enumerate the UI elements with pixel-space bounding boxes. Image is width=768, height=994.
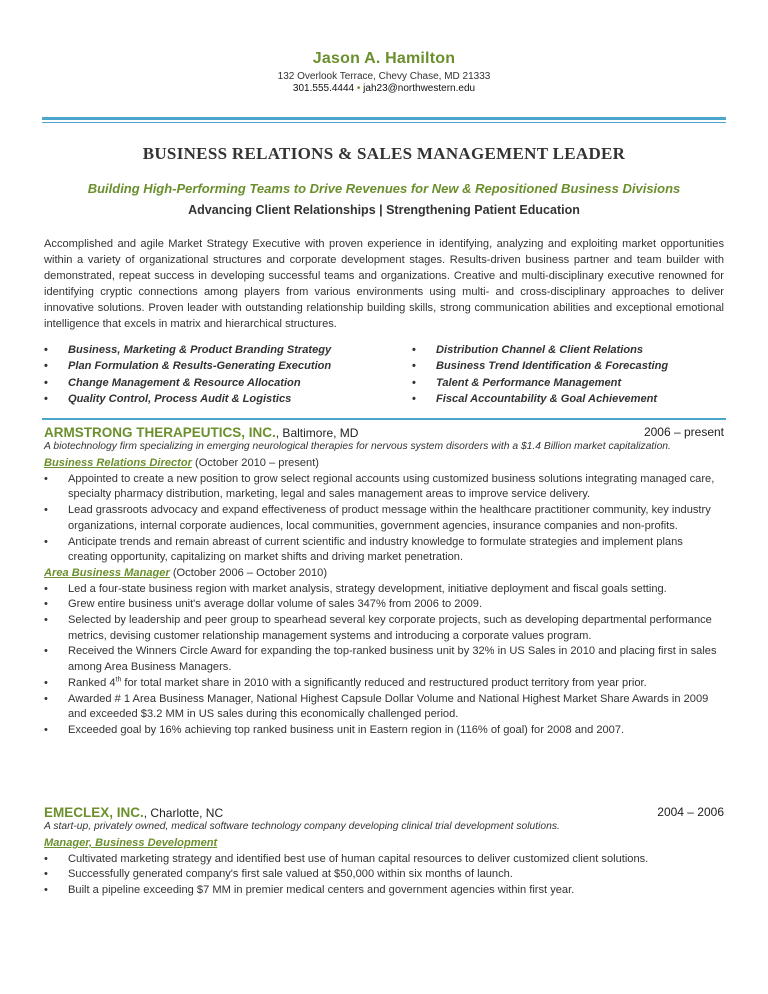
role-heading <box>44 836 724 852</box>
achievement-item: • Led a four-state business region with market analysis, strategy development, initiative deployment and fiscal goals setting. <box>44 582 667 595</box>
role-period: (October 2010 – present) <box>191 457 319 469</box>
company-name: ARMSTRONG THERAPEUTICS, INC. <box>44 425 276 440</box>
company-dates: 2004 – 2006 <box>657 805 724 819</box>
achievement-item: • Selected by leadership and peer group to spearhead several key corporate projects, such as developing departmental performance metrics, devising customer relationship management systems and introducing a corporate values program. <box>44 614 712 642</box>
company-line <box>44 424 724 443</box>
address: 132 Overlook Terrace, Chevy Chase, MD 21333 <box>277 71 491 82</box>
achievement-item: • Cultivated marketing strategy and identified best use of human capital resources to deliver customized client solutions. <box>44 852 649 865</box>
resume-header <box>0 50 768 94</box>
company-name: EMECLEX, INC. <box>44 805 144 820</box>
competency-item: • Fiscal Accountability & Goal Achievement <box>412 392 658 405</box>
competency-item: • Plan Formulation & Results-Generating Execution <box>44 360 332 373</box>
experience-emeclex <box>44 804 724 899</box>
company-description: A start-up, privately owned, medical software technology company developing clinical trial development solutions. <box>44 821 560 832</box>
role-heading <box>44 456 724 472</box>
resume-subtitle: Building High-Performing Teams to Drive Revenues for New & Repositioned Business Divisions <box>87 181 681 196</box>
phone: 301.555.4444 <box>292 83 355 94</box>
ranked-text: Ranked 4th for total market share in 2010 with a significantly reduced and restructured product territory from year prior. <box>68 676 647 689</box>
competencies-left <box>44 344 331 409</box>
achievement-item: • Lead grassroots advocacy and expand effectiveness of product message within the healthcare practitioner community, key industry organizations, internal corporate audiences, local communities, government agencies, insurance companies and non-profits. <box>44 504 711 532</box>
role-title: Manager, Business Development <box>44 837 218 849</box>
achievement-item: • Exceeded goal by 16% achieving top ranked business unit in Eastern region in (116% of goal) for 2008 and 2007. <box>44 723 625 736</box>
achievement-item: • Appointed to create a new position to grow select regional accounts using customized business solutions integrating managed care, specialty pharmacy distribution, marketing, legal and sales management areas to improve service delivery. <box>44 472 715 501</box>
contact-line <box>0 83 768 94</box>
role-period: (October 2006 – October 2010) <box>169 566 328 579</box>
header-divider <box>42 117 726 123</box>
company-dates: 2006 – present <box>643 425 724 439</box>
role-heading <box>44 566 724 582</box>
role-title: Business Relations Director <box>44 457 192 469</box>
resume-tagline: Advancing Client Relationships | Strengthening Patient Education <box>188 203 580 217</box>
company-location: , Baltimore, MD <box>275 426 359 440</box>
competency-item: • Quality Control, Process Audit & Logistics <box>44 392 292 405</box>
section-divider <box>42 418 726 420</box>
company-location: , Charlotte, NC <box>143 806 224 820</box>
resume-title: BUSINESS RELATIONS & SALES MANAGEMENT LEADER <box>142 144 626 163</box>
achievement-item: • Ranked 4th for total market share in 2010 with a significantly reduced and restructured product territory from year prior. <box>44 676 647 689</box>
candidate-name: Jason A. Hamilton <box>312 50 456 67</box>
achievement-item: • Received the Winners Circle Award for expanding the top-ranked business unit by 32% in US Sales in 2010 and placing first in sales among Area Business Managers. <box>44 645 717 674</box>
company-description: A biotechnology firm specializing in emerging neurological therapies for nervous system disorders with a $1.4 Billion market capitalization. <box>44 441 671 452</box>
email: jah23@northwestern.edu <box>363 83 476 94</box>
separator-dot: • <box>356 83 361 94</box>
achievement-item: • Successfully generated company's first sale valued at $50,000 within six months of launch. <box>44 868 513 881</box>
summary-paragraph: Accomplished and agile Market Strategy Executive with proven experience in identifying, analyzing and exploiting market opportunities within a variety of organizational structures and corporate development stages. Results-driven business partner and team builder with demonstrated, repeat success in developing successful teams and organizations. Creative and multi-disciplinary executive renowned for identifying cryptic connections among players from various environments using multi- and cross-disciplinary approaches to deliver innovative solutions. Proven leader with outstanding relationship building skills, strong communication abilities and exceptional emotional intelligence that excels in matrix and hierarchical structures. <box>44 238 724 330</box>
competency-item: • Distribution Channel & Client Relations <box>412 344 644 356</box>
competency-item: • Change Management & Resource Allocation <box>44 376 301 389</box>
role-title: Area Business Manager <box>44 566 170 579</box>
competency-item: • Talent & Performance Management <box>412 376 622 389</box>
competencies-right <box>412 344 668 409</box>
experience-armstrong <box>44 424 724 739</box>
achievement-item: • Built a pipeline exceeding $7 MM in premier medical centers and government agencies within first year. <box>44 884 575 897</box>
achievement-item: • Grew entire business unit's average dollar volume of sales 347% from 2006 to 2009. <box>44 598 483 611</box>
achievement-item: • Anticipate trends and remain abreast of current scientific and industry knowledge to formulate strategies and implement plans creating opportunity, capitalizing on market shifts and driving market penetration. <box>44 535 683 564</box>
competency-item: • Business, Marketing & Product Branding Strategy <box>44 344 332 356</box>
company-line <box>44 804 724 823</box>
competency-item: • Business Trend Identification & Forecasting <box>412 360 669 373</box>
achievement-item: • Awarded # 1 Area Business Manager, National Highest Capsule Dollar Volume and National Highest Market Share Awards in 2009 and exceeded $3.2 MM in US sales during this economically challenged period. <box>44 692 709 721</box>
